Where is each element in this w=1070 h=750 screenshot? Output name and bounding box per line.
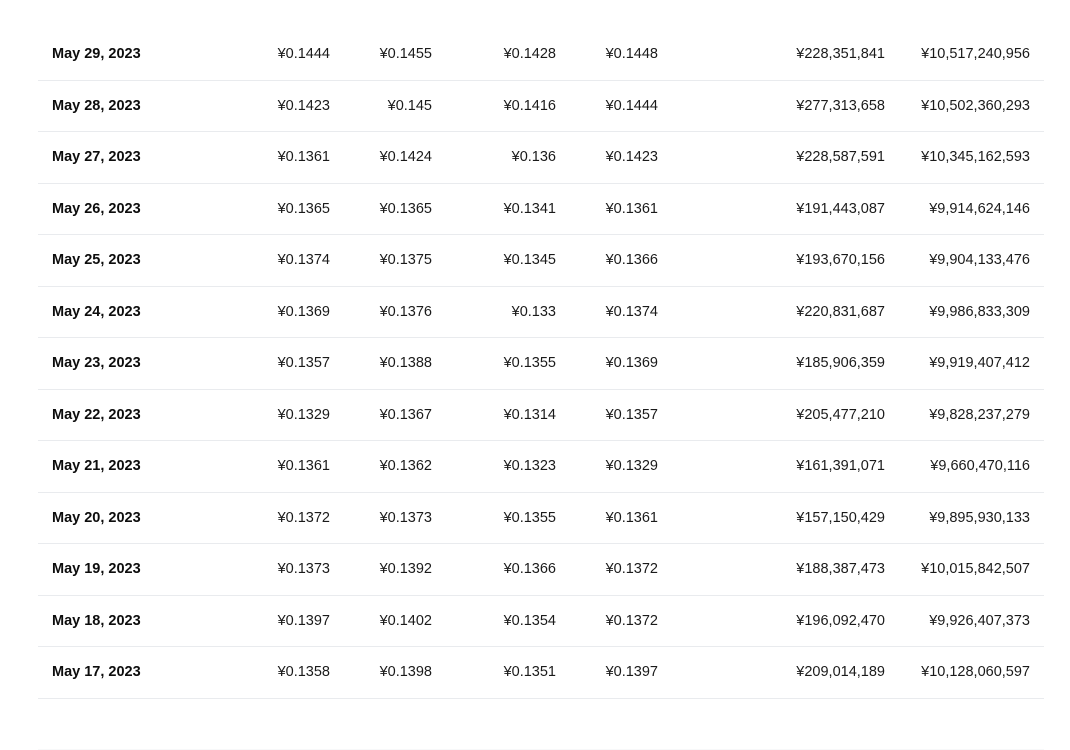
close-price-cell: ¥0.1361 [606,493,658,544]
market-cap-cell: ¥9,926,407,373 [929,596,1030,647]
high-price-cell: ¥0.1373 [380,493,432,544]
open-price-cell: ¥0.1361 [278,441,330,492]
table-row [38,81,1044,133]
table-row [38,596,1044,648]
date-cell: May 19, 2023 [52,544,141,595]
table-row [38,544,1044,596]
table-row [38,647,1044,699]
open-price-cell: ¥0.1361 [278,132,330,183]
volume-cell: ¥196,092,470 [796,596,885,647]
volume-cell: ¥205,477,210 [796,390,885,441]
low-price-cell: ¥0.133 [512,287,556,338]
market-cap-cell: ¥10,128,060,597 [921,647,1030,698]
table-row [38,29,1044,81]
market-cap-cell: ¥9,828,237,279 [929,390,1030,441]
high-price-cell: ¥0.1365 [380,184,432,235]
date-cell: May 18, 2023 [52,596,141,647]
table-row [38,338,1044,390]
low-price-cell: ¥0.1355 [504,338,556,389]
volume-cell: ¥209,014,189 [796,647,885,698]
open-price-cell: ¥0.1444 [278,29,330,80]
close-price-cell: ¥0.1444 [606,81,658,132]
high-price-cell: ¥0.1388 [380,338,432,389]
close-price-cell: ¥0.1423 [606,132,658,183]
open-price-cell: ¥0.1358 [278,647,330,698]
date-cell: May 29, 2023 [52,29,141,80]
date-cell: May 17, 2023 [52,647,141,698]
date-cell: May 23, 2023 [52,338,141,389]
table-row [38,235,1044,287]
high-price-cell: ¥0.1392 [380,544,432,595]
table-row [38,184,1044,236]
open-price-cell: ¥0.1423 [278,81,330,132]
close-price-cell: ¥0.1366 [606,235,658,286]
market-cap-cell: ¥9,895,930,133 [929,493,1030,544]
low-price-cell: ¥0.1341 [504,184,556,235]
open-price-cell: ¥0.1397 [278,596,330,647]
volume-cell: ¥185,906,359 [796,338,885,389]
open-price-cell: ¥0.1365 [278,184,330,235]
high-price-cell: ¥0.1402 [380,596,432,647]
volume-cell: ¥161,391,071 [796,441,885,492]
volume-cell: ¥157,150,429 [796,493,885,544]
close-price-cell: ¥0.1397 [606,647,658,698]
date-cell: May 21, 2023 [52,441,141,492]
volume-cell: ¥188,387,473 [796,544,885,595]
open-price-cell: ¥0.1374 [278,235,330,286]
market-cap-cell: ¥9,660,470,116 [930,441,1030,492]
market-cap-cell: ¥9,904,133,476 [929,235,1030,286]
table-row-cutoff [38,699,1044,750]
table-row [38,441,1044,493]
price-history-table [38,29,1044,750]
low-price-cell: ¥0.1314 [504,390,556,441]
table-row [38,132,1044,184]
low-price-cell: ¥0.1323 [504,441,556,492]
close-price-cell: ¥0.1369 [606,338,658,389]
close-price-cell: ¥0.1357 [606,390,658,441]
table-row [38,493,1044,545]
market-cap-cell: ¥10,502,360,293 [921,81,1030,132]
date-cell: May 27, 2023 [52,132,141,183]
date-cell: May 25, 2023 [52,235,141,286]
open-price-cell: ¥0.1369 [278,287,330,338]
market-cap-cell: ¥9,914,624,146 [929,184,1030,235]
close-price-cell: ¥0.1372 [606,544,658,595]
market-cap-cell: ¥10,345,162,593 [921,132,1030,183]
close-price-cell: ¥0.1329 [606,441,658,492]
close-price-cell: ¥0.1361 [606,184,658,235]
close-price-cell: ¥0.1448 [606,29,658,80]
volume-cell: ¥277,313,658 [796,81,885,132]
open-price-cell: ¥0.1329 [278,390,330,441]
high-price-cell: ¥0.1367 [380,390,432,441]
volume-cell: ¥191,443,087 [796,184,885,235]
volume-cell: ¥228,351,841 [796,29,885,80]
volume-cell: ¥228,587,591 [796,132,885,183]
low-price-cell: ¥0.1345 [504,235,556,286]
close-price-cell: ¥0.1372 [606,596,658,647]
low-price-cell: ¥0.1355 [504,493,556,544]
low-price-cell: ¥0.1366 [504,544,556,595]
high-price-cell: ¥0.145 [388,81,432,132]
high-price-cell: ¥0.1455 [380,29,432,80]
table-row [38,287,1044,339]
high-price-cell: ¥0.1424 [380,132,432,183]
open-price-cell: ¥0.1372 [278,493,330,544]
high-price-cell: ¥0.1398 [380,647,432,698]
volume-cell: ¥193,670,156 [796,235,885,286]
low-price-cell: ¥0.1416 [504,81,556,132]
high-price-cell: ¥0.1376 [380,287,432,338]
low-price-cell: ¥0.1428 [504,29,556,80]
date-cell: May 22, 2023 [52,390,141,441]
low-price-cell: ¥0.136 [512,132,556,183]
low-price-cell: ¥0.1354 [504,596,556,647]
date-cell: May 20, 2023 [52,493,141,544]
market-cap-cell: ¥9,986,833,309 [929,287,1030,338]
date-cell: May 24, 2023 [52,287,141,338]
date-cell: May 28, 2023 [52,81,141,132]
table-body [38,29,1044,699]
date-cell: May 26, 2023 [52,184,141,235]
open-price-cell: ¥0.1373 [278,544,330,595]
high-price-cell: ¥0.1362 [380,441,432,492]
market-cap-cell: ¥10,517,240,956 [921,29,1030,80]
volume-cell: ¥220,831,687 [796,287,885,338]
close-price-cell: ¥0.1374 [606,287,658,338]
market-cap-cell: ¥9,919,407,412 [929,338,1030,389]
table-row [38,390,1044,442]
high-price-cell: ¥0.1375 [380,235,432,286]
market-cap-cell: ¥10,015,842,507 [921,544,1030,595]
open-price-cell: ¥0.1357 [278,338,330,389]
low-price-cell: ¥0.1351 [504,647,556,698]
